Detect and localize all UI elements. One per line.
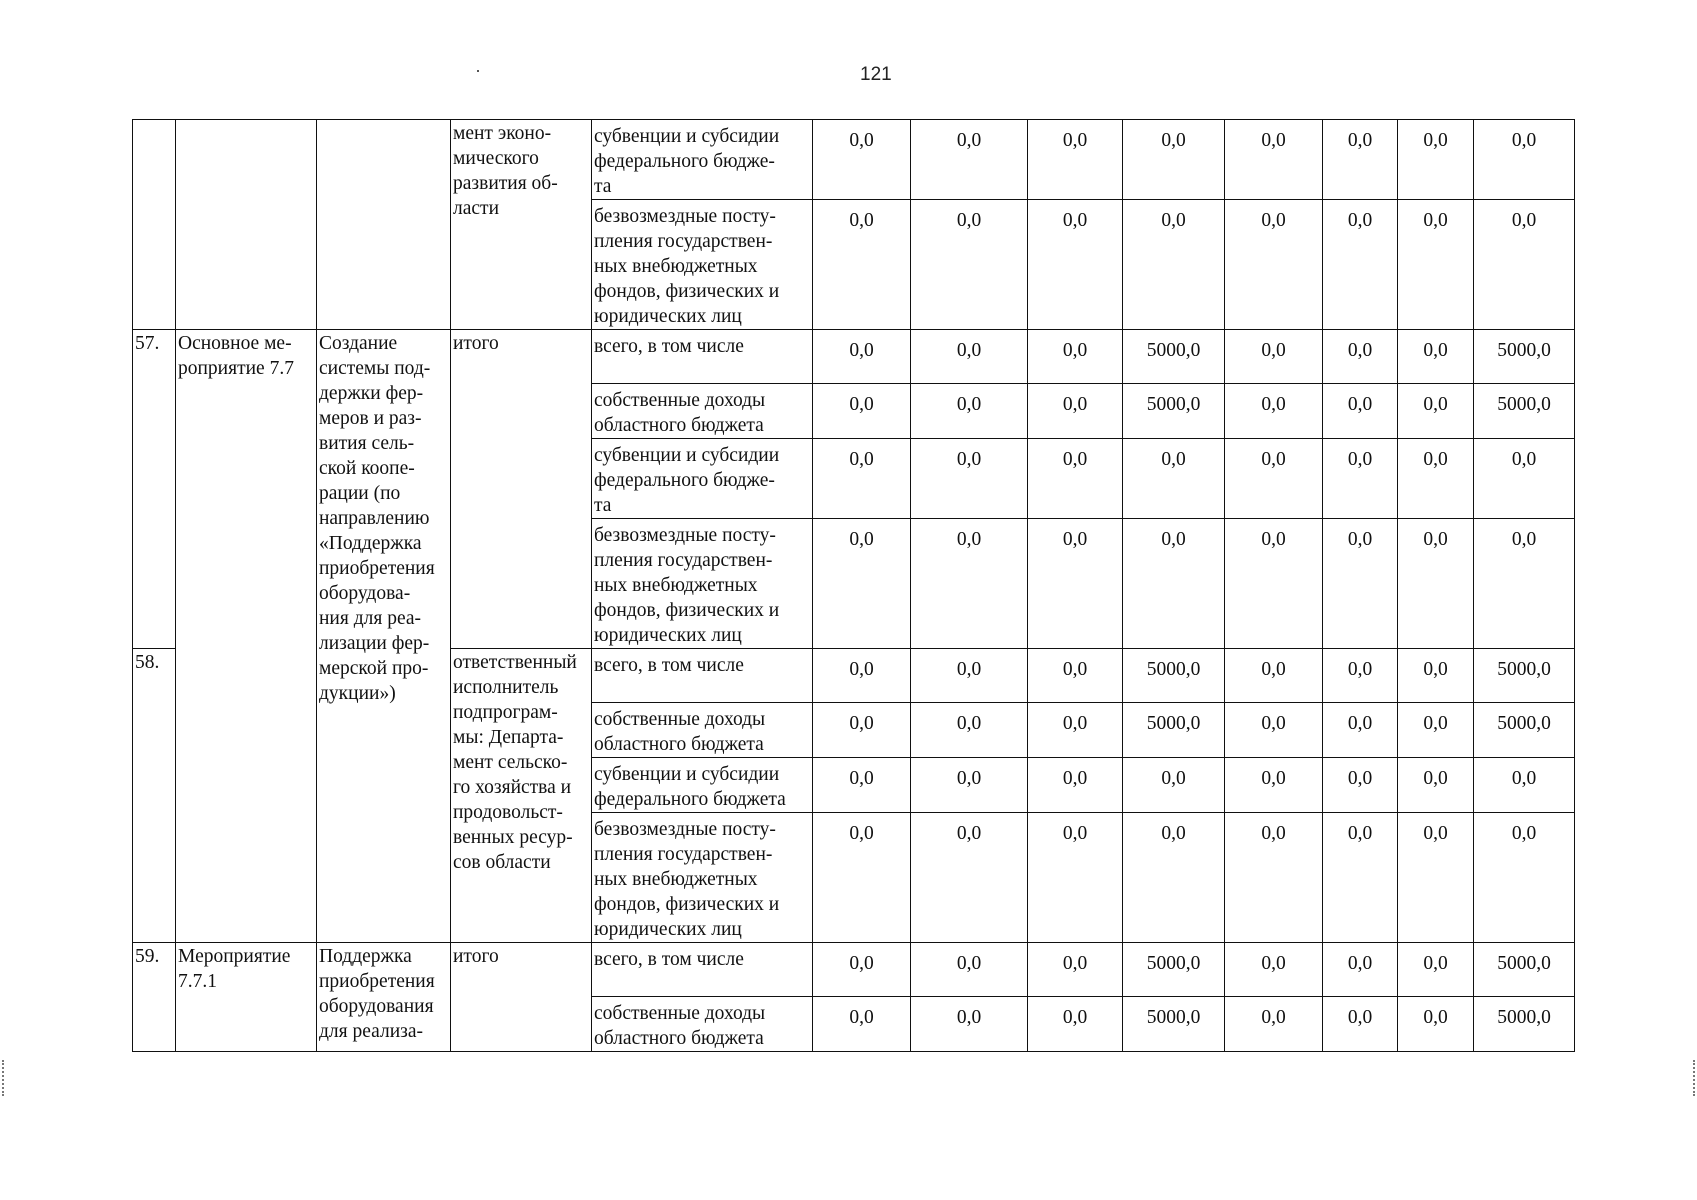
value-cell: 0,0 xyxy=(1398,758,1474,813)
value-cell: 5000,0 xyxy=(1474,649,1575,703)
value-cell: 5000,0 xyxy=(1123,943,1225,997)
value-cell: 0,0 xyxy=(1225,758,1323,813)
value-cell: 0,0 xyxy=(1323,120,1398,200)
value-cell: 0,0 xyxy=(813,997,911,1052)
value-cell: 0,0 xyxy=(1123,120,1225,200)
budget-table xyxy=(132,119,1575,1052)
value-cell: 0,0 xyxy=(1028,439,1123,519)
value-cell: 0,0 xyxy=(1225,997,1323,1052)
value-cell: 0,0 xyxy=(1225,384,1323,439)
value-cell: 0,0 xyxy=(1398,813,1474,943)
value-cell: 0,0 xyxy=(1225,519,1323,649)
value-cell: 0,0 xyxy=(1028,120,1123,200)
value-cell: 0,0 xyxy=(1123,758,1225,813)
value-cell: 0,0 xyxy=(1123,200,1225,330)
value-cell: 0,0 xyxy=(1028,519,1123,649)
value-cell: 0,0 xyxy=(1225,649,1323,703)
value-cell: 0,0 xyxy=(813,813,911,943)
scan-edge-mark-left xyxy=(2,1060,6,1096)
value-cell: 0,0 xyxy=(1474,120,1575,200)
value-cell: 5000,0 xyxy=(1123,330,1225,384)
value-cell: 0,0 xyxy=(1123,813,1225,943)
value-cell: 0,0 xyxy=(1225,943,1323,997)
row-number-cell: 57. xyxy=(133,330,176,649)
value-cell: 0,0 xyxy=(813,330,911,384)
value-cell: 0,0 xyxy=(1323,200,1398,330)
page-number: 121 xyxy=(860,64,892,85)
value-cell: 0,0 xyxy=(1398,703,1474,758)
funding-source-cell: собственные доходы областного бюджета xyxy=(592,997,813,1052)
value-cell: 5000,0 xyxy=(1123,384,1225,439)
value-cell: 0,0 xyxy=(1028,758,1123,813)
value-cell: 0,0 xyxy=(1323,758,1398,813)
value-cell: 0,0 xyxy=(1323,439,1398,519)
value-cell: 5000,0 xyxy=(1474,943,1575,997)
value-cell: 0,0 xyxy=(813,120,911,200)
table-row xyxy=(133,330,1575,384)
executor-cell: итого xyxy=(451,330,592,649)
funding-source-cell: собственные доходы областного бюджета xyxy=(592,384,813,439)
value-cell: 0,0 xyxy=(911,943,1028,997)
value-cell: 0,0 xyxy=(1323,703,1398,758)
executor-cell: итого xyxy=(451,943,592,1052)
value-cell: 0,0 xyxy=(1474,813,1575,943)
value-cell: 0,0 xyxy=(1398,519,1474,649)
value-cell: 0,0 xyxy=(1028,649,1123,703)
value-cell: 0,0 xyxy=(911,330,1028,384)
value-cell: 0,0 xyxy=(911,997,1028,1052)
value-cell: 0,0 xyxy=(813,703,911,758)
value-cell: 0,0 xyxy=(1398,384,1474,439)
value-cell: 0,0 xyxy=(1225,200,1323,330)
row-number-cell: 59. xyxy=(133,943,176,1052)
value-cell: 0,0 xyxy=(1323,649,1398,703)
funding-source-cell: субвенции и субсидии федерального бюдже- та xyxy=(592,120,813,200)
value-cell: 0,0 xyxy=(1474,439,1575,519)
value-cell: 0,0 xyxy=(813,439,911,519)
measure-name-cell: Мероприятие 7.7.1 xyxy=(176,943,317,1052)
row-number-cell xyxy=(133,120,176,330)
value-cell: 0,0 xyxy=(1028,703,1123,758)
value-cell: 5000,0 xyxy=(1474,997,1575,1052)
value-cell: 0,0 xyxy=(1028,813,1123,943)
value-cell: 0,0 xyxy=(911,758,1028,813)
value-cell: 0,0 xyxy=(1323,330,1398,384)
value-cell: 0,0 xyxy=(1398,997,1474,1052)
value-cell: 0,0 xyxy=(813,200,911,330)
value-cell: 5000,0 xyxy=(1123,997,1225,1052)
value-cell: 5000,0 xyxy=(1474,330,1575,384)
value-cell: 0,0 xyxy=(1398,943,1474,997)
value-cell: 0,0 xyxy=(1323,997,1398,1052)
value-cell: 5000,0 xyxy=(1474,703,1575,758)
measure-description-cell: Создание системы под- держки фер- меров и раз- вития сель- ской коопе- рации (по направлению «Поддержка приобретения оборудова- ния для реа- лизации фер- мерской про- дукции») xyxy=(317,330,451,943)
funding-source-cell: всего, в том числе xyxy=(592,943,813,997)
executor-cell: мент эконо- мического развития об- ласти xyxy=(451,120,592,330)
funding-source-cell: безвозмездные посту- пления государствен- ных внебюджетных фондов, физических и юридических лиц xyxy=(592,200,813,330)
value-cell: 0,0 xyxy=(1398,200,1474,330)
value-cell: 5000,0 xyxy=(1123,703,1225,758)
table-row xyxy=(133,943,1575,997)
value-cell: 0,0 xyxy=(911,439,1028,519)
value-cell: 0,0 xyxy=(1225,439,1323,519)
measure-description-cell xyxy=(317,120,451,330)
value-cell: 0,0 xyxy=(911,649,1028,703)
value-cell: 0,0 xyxy=(1474,200,1575,330)
measure-name-cell: Основное ме- роприятие 7.7 xyxy=(176,330,317,943)
value-cell: 0,0 xyxy=(813,943,911,997)
value-cell: 0,0 xyxy=(1474,758,1575,813)
value-cell: 0,0 xyxy=(1323,384,1398,439)
value-cell: 0,0 xyxy=(911,813,1028,943)
scan-speck xyxy=(477,70,479,72)
value-cell: 0,0 xyxy=(1323,519,1398,649)
value-cell: 0,0 xyxy=(1028,997,1123,1052)
funding-source-cell: субвенции и субсидии федерального бюдже- та xyxy=(592,439,813,519)
value-cell: 0,0 xyxy=(813,519,911,649)
value-cell: 0,0 xyxy=(1123,439,1225,519)
value-cell: 0,0 xyxy=(1225,120,1323,200)
row-number-cell: 58. xyxy=(133,649,176,943)
value-cell: 0,0 xyxy=(1398,120,1474,200)
value-cell: 0,0 xyxy=(1323,813,1398,943)
funding-source-cell: всего, в том числе xyxy=(592,649,813,703)
value-cell: 5000,0 xyxy=(1474,384,1575,439)
value-cell: 5000,0 xyxy=(1123,649,1225,703)
value-cell: 0,0 xyxy=(1028,330,1123,384)
executor-cell: ответственный исполнитель подпрограм- мы: Департа- мент сельско- го хозяйства и продовольст- венных ресур- сов области xyxy=(451,649,592,943)
value-cell: 0,0 xyxy=(911,703,1028,758)
value-cell: 0,0 xyxy=(911,384,1028,439)
value-cell: 0,0 xyxy=(911,519,1028,649)
value-cell: 0,0 xyxy=(911,200,1028,330)
measure-name-cell xyxy=(176,120,317,330)
value-cell: 0,0 xyxy=(1028,200,1123,330)
value-cell: 0,0 xyxy=(1028,384,1123,439)
value-cell: 0,0 xyxy=(1123,519,1225,649)
funding-source-cell: субвенции и субсидии федерального бюджета xyxy=(592,758,813,813)
value-cell: 0,0 xyxy=(911,120,1028,200)
budget-table-container xyxy=(132,119,1574,1049)
measure-description-cell: Поддержка приобретения оборудования для реализа- xyxy=(317,943,451,1052)
funding-source-cell: всего, в том числе xyxy=(592,330,813,384)
value-cell: 0,0 xyxy=(1225,813,1323,943)
value-cell: 0,0 xyxy=(813,384,911,439)
funding-source-cell: собственные доходы областного бюджета xyxy=(592,703,813,758)
value-cell: 0,0 xyxy=(1225,330,1323,384)
value-cell: 0,0 xyxy=(1028,943,1123,997)
value-cell: 0,0 xyxy=(1323,943,1398,997)
funding-source-cell: безвозмездные посту- пления государствен- ных внебюджетных фондов, физических и юридических лиц xyxy=(592,813,813,943)
value-cell: 0,0 xyxy=(813,649,911,703)
value-cell: 0,0 xyxy=(1398,439,1474,519)
value-cell: 0,0 xyxy=(1398,649,1474,703)
value-cell: 0,0 xyxy=(1398,330,1474,384)
funding-source-cell: безвозмездные посту- пления государствен- ных внебюджетных фондов, физических и юридических лиц xyxy=(592,519,813,649)
table-row xyxy=(133,120,1575,200)
scan-edge-mark-right xyxy=(1693,1060,1697,1096)
value-cell: 0,0 xyxy=(1474,519,1575,649)
value-cell: 0,0 xyxy=(813,758,911,813)
value-cell: 0,0 xyxy=(1225,703,1323,758)
